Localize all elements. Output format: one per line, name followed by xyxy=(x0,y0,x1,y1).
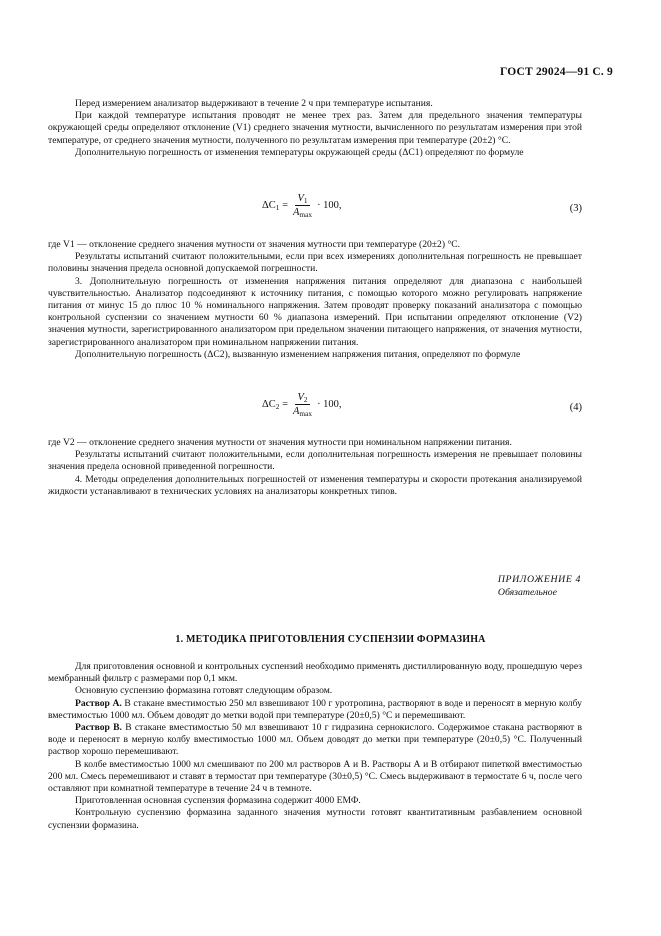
paragraph: Дополнительную погрешность (ΔС2), вызванную изменением напряжения питания, определяют по формуле xyxy=(75,348,521,360)
paragraph: Перед измерением анализатор выдерживают в течение 2 ч при температуре испытания. xyxy=(75,98,433,109)
paragraph: Результаты испытаний считают положительными, если при всех измерениях дополнительная погрешность не превышает половины значения предела основной допускаемой погрешности. xyxy=(48,251,582,275)
intro-block xyxy=(48,98,582,159)
solution-b-label: Раствор В. xyxy=(75,722,122,734)
formula-3 xyxy=(0,193,661,233)
paragraph: 3. Дополнительную погрешность от изменения напряжения питания определяют для диапазона с наибольшей чувствительностью. Анализатор подсоединяют к источнику питания, с помощью которого можно регулировать напряжение питания от минус 15 до плюс 10 % номинального напряжения. Затем проводят проверку показаний анализатора с помощью контрольной суспензии со значением мутности 60 % диапазона измерений. При испытании определяют отклонение (V2) значения мутности, зарегистрированного анализатором при предельном значении питающего напряжения, от значения мутности, зарегистрированного анализатором при номинальном напряжении питания. xyxy=(48,275,582,348)
paragraph: Контрольную суспензию формазина заданного значения мутности готовят квантитативным разбавлением основной суспензии формазина. xyxy=(48,807,582,831)
paragraph: 4. Методы определения дополнительных погрешностей от изменения температуры и скорости протекания анализируемой жидкости устанавливают в технических условиях на анализаторы конкретных типов. xyxy=(48,473,582,497)
after-formula-3-block xyxy=(48,239,582,361)
paragraph-solution-b: Раствор В. В стакане вместимостью 50 мл взвешивают 10 г гидразина сернокислого. Содержимое стакана растворяют в воде и переносят в мерную колбу вместимостью 1000 мл. Объем доводят до метки при температуре (20±0,5) °С. Полученный раствор хорошо перемешивают. xyxy=(48,722,582,758)
solution-a-label: Раствор А. xyxy=(75,697,122,709)
page-header: ГОСТ 29024—91 С. 9 xyxy=(500,66,613,78)
paragraph: Дополнительную погрешность от изменения температуры окружающей среды (ΔС1) определяют по формуле xyxy=(75,146,524,158)
formula-4-expression: $\Delta C_2$ = $\frac{V_2}{A_{max}}$ · 100, xyxy=(262,392,342,418)
fraction: $\frac{V_1}{A_{max}}$ xyxy=(292,193,313,219)
paragraph: В колбе вместимостью 1000 мл смешивают по 200 мл растворов А и В. Растворы А и В отбирают пипеткой вместимостью 200 мл. Смесь перемешивают и ставят в термостат при температуре (30±0,5) °С. Смесь выдерживают в термостате 6 ч, после чего оставляют при комнатной температуре в течение 24 ч в темноте. xyxy=(48,758,582,795)
paragraph: Основную суспензию формазина готовят следующим образом. xyxy=(75,685,333,697)
formula-4 xyxy=(0,392,661,432)
appendix-title: ПРИЛОЖЕНИЕ 4 xyxy=(497,574,581,585)
section-body xyxy=(48,661,582,832)
formula-3-expression: $\Delta C_1$ = $\frac{V_1}{A_{max}}$ · 100, xyxy=(262,193,342,219)
paragraph: Результаты испытаний считают положительными, если дополнительная погрешность измерения не превышает половины значения предела основной приведенной погрешности. xyxy=(48,449,582,473)
paragraph: При каждой температуре испытания проводят не менее трех раз. Затем для предельного значения температуры окружающей среды определяют отклонение (V1) среднего значения мутности, вычисленного по результатам измерения при этой температуре, от среднего значения мутности, полученного по результатам измерения при температуре (20±2) °С. xyxy=(48,110,582,146)
formula-3-number: (3) xyxy=(569,203,582,214)
paragraph: Приготовленная основная суспензия формазина содержит 4000 ЕМФ. xyxy=(75,795,361,807)
fraction: $\frac{V_2}{A_{max}}$ xyxy=(292,392,313,418)
paragraph: Для приготовления основной и контрольных суспензий необходимо применять дистиллированную воду, прошедшую через мембранный фильтр с размерами пор 0,1 мкм. xyxy=(48,661,582,685)
after-formula-4-block xyxy=(48,437,582,498)
section-title: 1. МЕТОДИКА ПРИГОТОВЛЕНИЯ СУСПЕНЗИИ ФОРМАЗИНА xyxy=(175,634,486,645)
formula-4-number: (4) xyxy=(569,402,582,413)
paragraph-solution-a: Раствор А. В стакане вместимостью 250 мл взвешивают 100 г уротропина, растворяют в воде и переносят в мерную колбу вместимостью 1000 мл. Объем доводят до метки водой при температуре (20±0,5) °С и перемешивают. xyxy=(48,697,582,721)
paragraph: где V2 — отклонение среднего значения мутности от значения мутности при номинальном напряжении питания. xyxy=(48,437,512,448)
appendix-label xyxy=(498,573,581,599)
paragraph: где V1 — отклонение среднего значения мутности от значения мутности при температуре (20±2) °С. xyxy=(48,239,461,250)
appendix-subtitle: Обязательное xyxy=(497,587,557,598)
